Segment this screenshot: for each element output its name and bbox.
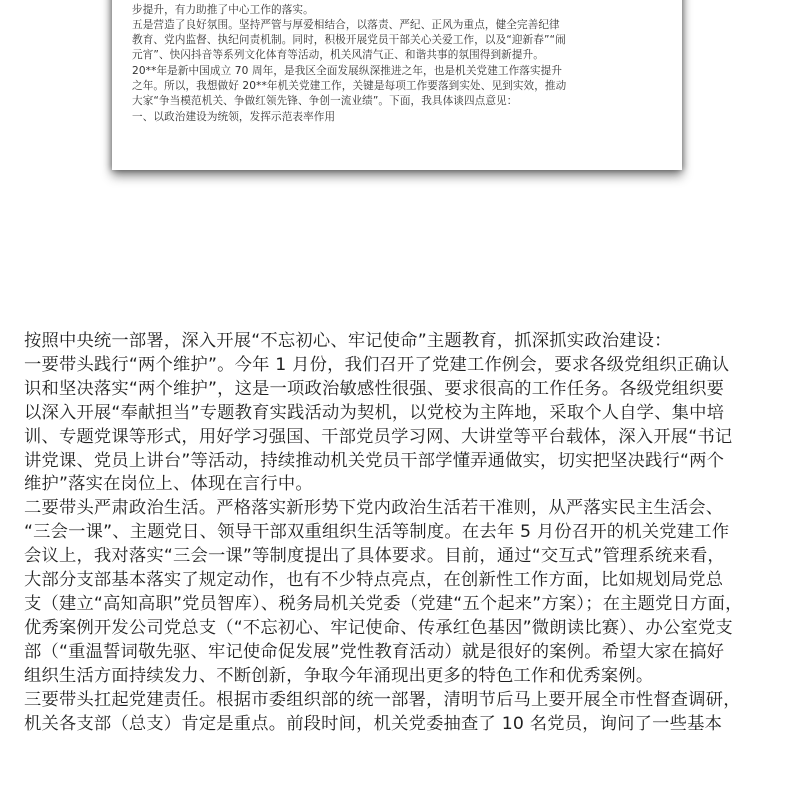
- body-line: 大部分支部基本落实了规定动作，也有不少特点亮点，在创新性工作方面，比如规划局党总: [24, 570, 724, 591]
- body-line: 支（建立“高知高职”党员智库）、税务局机关党委（党建“五个起来”方案）；在主题党日方面，: [24, 593, 743, 614]
- preview-line: 元宵”、快闪抖音等系列文化体育等活动，机关风清气正、和谐共事的氛围得到新提升。: [132, 49, 544, 62]
- body-line: 会议上，我对落实“三会一课”等制度提出了具体要求。目前，通过“交互式”管理系统来看，: [24, 546, 725, 567]
- body-line: 二要带头严肃政治生活。严格落实新形势下党内政治生活若干准则，从严落实民主生活会、: [24, 498, 724, 519]
- body-line: 机关各支部（总支）肯定是重点。前段时间，机关党委抽查了 10 名党员，询问了一些基本: [24, 713, 723, 734]
- preview-line: 一、以政治建设为统领，发挥示范表率作用: [132, 110, 336, 123]
- body-line: 组织生活方面持续发力、不断创新，争取今年涌现出更多的特色工作和优秀案例。: [24, 665, 654, 686]
- body-line: 按照中央统一部署，深入开展“不忘初心、牢记使命”主题教育，抓深抓实政治建设：: [24, 331, 672, 351]
- body-line: 部（“重温誓词敬先驱、牢记使命促发展”党性教育活动）就是很好的案例。希望大家在搞好: [24, 641, 725, 662]
- preview-line: 之年。所以，我想做好 20**年机关党建工作，关键是每项工作要落到实处、见到实效，推动: [132, 80, 567, 93]
- body-line: 一要带头践行“两个维护”。今年 1 月份，我们召开了党建工作例会，要求各级党组织正确认: [24, 354, 730, 375]
- preview-line: 大家“争当模范机关、争做红领先锋、争创一流业绩”。下面，我具体谈四点意见：: [132, 95, 518, 108]
- body-line: 优秀案例开发公司党总支（“不忘初心、牢记使命、传承红色基因”微朗读比赛）、办公室党支: [24, 617, 733, 638]
- body-line: 维护”落实在岗位上、体现在言行中。: [24, 474, 313, 495]
- preview-line: 步提升，有力助推了中心工作的落实。: [132, 3, 314, 16]
- preview-line: 五是营造了良好氛围。坚持严管与厚爱相结合，以落责、严纪、正风为重点，健全完善纪律: [132, 18, 560, 31]
- body-line: 以深入开展“奉献担当”专题教育实践活动为契机，以党校为主阵地，采取个人自学、集中培: [24, 402, 725, 423]
- document-page-preview: [112, 0, 682, 170]
- body-line: 三要带头扛起党建责任。根据市委组织部的统一部署，清明节后马上要开展全市性督查调研，: [24, 689, 741, 710]
- body-line: 识和坚决落实“两个维护”，这是一项政治敏感性很强、要求很高的工作任务。各级党组织要: [24, 378, 725, 399]
- preview-line: 20**年是新中国成立 70 周年，是我区全面发展纵深推进之年，也是机关党建工作落实提升: [132, 64, 563, 77]
- document-body-text: [24, 330, 784, 736]
- preview-text-block: [132, 0, 664, 125]
- body-line: 讲党课、党员上讲台”等活动，持续推动机关党员干部学懂弄通做实，切实把坚决践行“两个: [24, 450, 725, 471]
- body-line: “三会一课”、主题党日、领导干部双重组织生活等制度。在去年 5 月份召开的机关党建工作: [24, 522, 730, 543]
- body-line: 训、专题党课等形式，用好学习强国、干部党员学习网、大讲堂等平台载体，深入开展“书记: [24, 426, 733, 447]
- preview-line: 教育、党内监督、执纪问责机制。同时，积极开展党员干部关心关爱工作，以及“迎新春”“闹: [132, 34, 566, 47]
